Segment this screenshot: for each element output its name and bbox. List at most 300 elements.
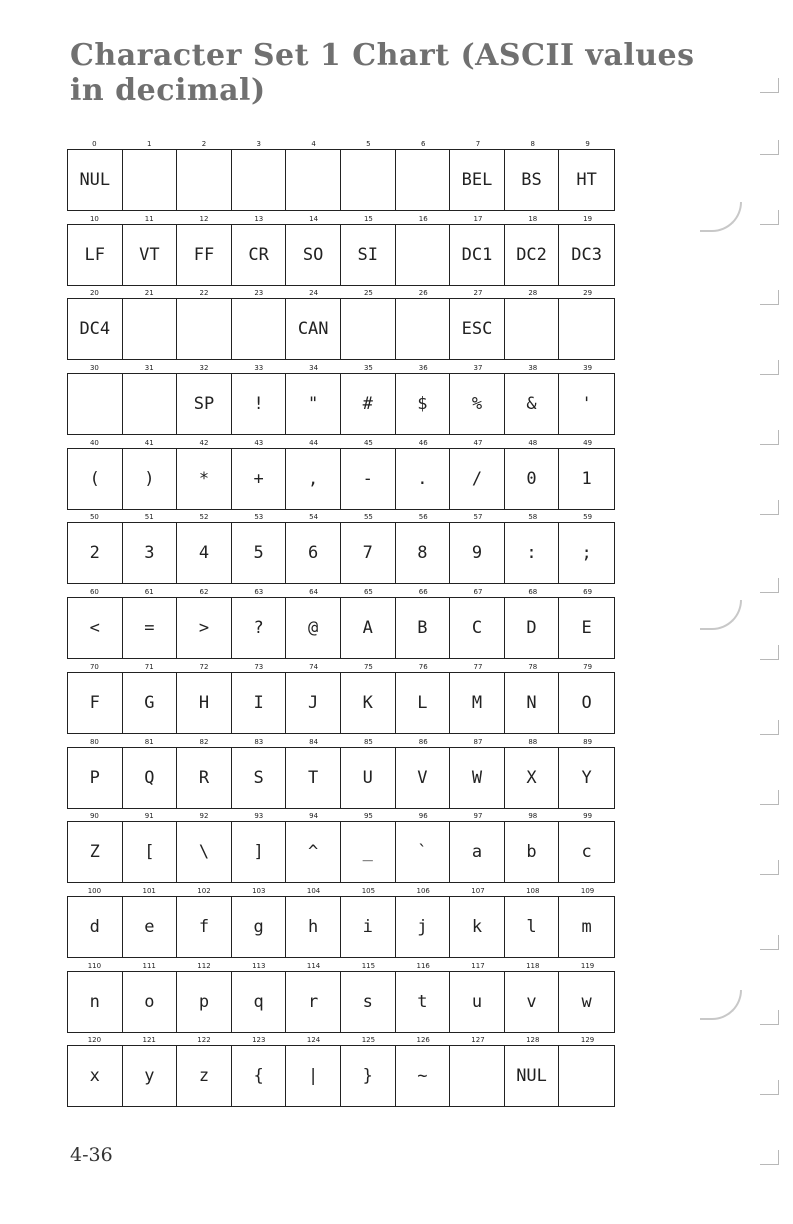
code-number: 70 <box>89 662 99 671</box>
code-number: 54 <box>309 513 319 522</box>
char-cell: T <box>286 748 341 808</box>
code-number: 26 <box>418 289 428 298</box>
code-number: 23 <box>254 289 264 298</box>
char-cell: H <box>177 673 232 733</box>
char-cell <box>396 225 451 285</box>
code-number: 104 <box>306 886 321 895</box>
char-cell: X <box>505 748 560 808</box>
char-cell: j <box>396 897 451 957</box>
char-cell: FF <box>177 225 232 285</box>
chart-row <box>67 887 615 962</box>
code-number: 119 <box>580 961 595 970</box>
row-cells <box>67 747 615 809</box>
code-number: 85 <box>363 737 373 746</box>
code-number: 22 <box>199 289 209 298</box>
char-cell <box>396 150 451 210</box>
code-number: 35 <box>363 364 373 373</box>
code-number: 55 <box>363 513 373 522</box>
code-number: 71 <box>144 662 154 671</box>
code-number: 80 <box>89 737 99 746</box>
code-number: 111 <box>142 961 156 970</box>
code-number: 42 <box>199 438 209 447</box>
row-cells <box>67 149 615 211</box>
char-cell: > <box>177 598 232 658</box>
code-number: 40 <box>89 438 99 447</box>
char-cell: L <box>396 673 451 733</box>
row-cells <box>67 373 615 435</box>
char-cell: CAN <box>286 299 341 359</box>
code-number: 64 <box>309 588 319 597</box>
code-number: 47 <box>473 438 483 447</box>
char-cell: P <box>68 748 123 808</box>
char-cell: k <box>450 897 505 957</box>
char-cell: W <box>450 748 505 808</box>
code-number: 103 <box>252 886 266 895</box>
code-number: 121 <box>142 1036 156 1045</box>
row-cells <box>67 298 615 360</box>
char-cell: 1 <box>581 468 592 489</box>
chart-row <box>67 215 615 290</box>
char-cell: 9 <box>450 523 505 583</box>
char-cell: _ <box>341 822 396 882</box>
code-number: 31 <box>144 364 154 373</box>
binder-tab-mark <box>760 430 779 445</box>
char-cell: z <box>177 1046 232 1106</box>
char-cell: B <box>396 598 451 658</box>
character-set-chart <box>67 140 615 1111</box>
code-number: 59 <box>583 513 593 522</box>
char-cell: SI <box>341 225 396 285</box>
char-cell: / <box>450 449 505 509</box>
code-number: 15 <box>363 214 373 223</box>
code-number: 50 <box>89 513 99 522</box>
code-number: 77 <box>473 662 483 671</box>
char-cell: - <box>341 449 396 509</box>
code-number: 90 <box>89 812 99 821</box>
code-number: 101 <box>142 886 156 895</box>
code-number: 69 <box>583 588 593 597</box>
char-cell: | <box>286 1046 341 1106</box>
code-number: 34 <box>309 364 319 373</box>
code-number: 6 <box>420 140 426 148</box>
char-cell: ; <box>581 543 592 564</box>
code-number: 108 <box>526 886 540 895</box>
code-number: 110 <box>87 961 102 970</box>
code-number: 78 <box>528 662 538 671</box>
char-cell: E <box>581 618 592 639</box>
code-number: 2 <box>201 140 207 148</box>
chart-row <box>67 738 615 813</box>
code-number: 28 <box>528 289 538 298</box>
code-number: 39 <box>583 364 593 373</box>
char-cell <box>450 1046 505 1106</box>
code-number: 8 <box>530 140 536 148</box>
code-number: 7 <box>475 140 481 148</box>
row-cells <box>67 448 615 510</box>
char-cell: S <box>232 748 287 808</box>
binder-tab-mark <box>760 645 779 660</box>
char-cell <box>341 150 396 210</box>
char-cell: } <box>341 1046 396 1106</box>
code-number: 36 <box>418 364 428 373</box>
row-cells <box>67 597 615 659</box>
binder-tab-mark <box>760 860 779 875</box>
code-number: 30 <box>89 364 99 373</box>
code-number: 128 <box>526 1036 540 1045</box>
row-cells <box>67 896 615 958</box>
char-cell: LF <box>68 225 123 285</box>
code-number: 67 <box>473 588 483 597</box>
char-cell: VT <box>123 225 178 285</box>
binder-tab-mark <box>760 1150 779 1165</box>
char-cell: r <box>286 972 341 1032</box>
chart-row <box>67 663 615 738</box>
char-cell: Z <box>68 822 123 882</box>
code-number: 120 <box>87 1036 102 1045</box>
code-number: 27 <box>473 289 483 298</box>
char-cell: f <box>177 897 232 957</box>
code-number: 82 <box>199 737 209 746</box>
char-cell <box>341 299 396 359</box>
char-cell <box>123 374 178 434</box>
char-cell: Q <box>123 748 178 808</box>
char-cell: BEL <box>450 150 505 210</box>
code-number: 86 <box>418 737 428 746</box>
code-number: 68 <box>528 588 538 597</box>
char-cell: q <box>232 972 287 1032</box>
char-cell: y <box>123 1046 178 1106</box>
char-cell: BS <box>505 150 560 210</box>
char-cell: " <box>286 374 341 434</box>
char-cell <box>559 299 614 359</box>
char-cell: D <box>505 598 560 658</box>
char-cell <box>559 1046 614 1106</box>
code-number: 114 <box>306 961 321 970</box>
char-cell: x <box>68 1046 123 1106</box>
code-number: 109 <box>580 886 595 895</box>
char-cell <box>232 299 287 359</box>
chart-row <box>67 962 615 1037</box>
chart-row <box>67 289 615 364</box>
code-number: 52 <box>199 513 209 522</box>
char-cell: G <box>123 673 178 733</box>
char-cell: ) <box>123 449 178 509</box>
code-number: 126 <box>416 1036 430 1045</box>
code-number: 20 <box>89 289 99 298</box>
char-cell <box>123 150 178 210</box>
code-number: 13 <box>254 214 264 223</box>
code-number: 51 <box>144 513 154 522</box>
page-title: Character Set 1 Chart (ASCII values in decimal) <box>70 38 695 108</box>
code-number: 0 <box>92 140 97 148</box>
code-number: 115 <box>361 961 376 970</box>
char-cell: + <box>232 449 287 509</box>
code-number: 48 <box>528 438 538 447</box>
row-cells <box>67 522 615 584</box>
code-number: 118 <box>526 961 540 970</box>
code-number: 87 <box>473 737 483 746</box>
char-cell: NUL <box>505 1046 560 1106</box>
char-cell: O <box>581 692 592 713</box>
char-cell: NUL <box>68 150 123 210</box>
code-number: 72 <box>199 662 209 671</box>
binder-tab-mark <box>760 1080 779 1095</box>
char-cell: h <box>286 897 341 957</box>
char-cell: ! <box>232 374 287 434</box>
char-cell: : <box>505 523 560 583</box>
code-number: 123 <box>252 1036 266 1045</box>
char-cell: C <box>450 598 505 658</box>
row-cells <box>67 971 615 1033</box>
char-cell: a <box>450 822 505 882</box>
char-cell: 8 <box>396 523 451 583</box>
char-cell: M <box>450 673 505 733</box>
code-number: 95 <box>363 812 373 821</box>
chart-row <box>67 513 615 588</box>
char-cell <box>286 150 341 210</box>
code-number: 100 <box>87 886 102 895</box>
char-cell: DC3 <box>571 244 602 265</box>
code-number: 73 <box>254 662 264 671</box>
char-cell: ] <box>232 822 287 882</box>
char-cell: F <box>68 673 123 733</box>
code-number: 29 <box>583 289 593 298</box>
char-cell: I <box>232 673 287 733</box>
code-number: 91 <box>144 812 154 821</box>
char-cell: SO <box>286 225 341 285</box>
code-number: 17 <box>473 214 483 223</box>
code-number: 117 <box>471 961 485 970</box>
char-cell: R <box>177 748 232 808</box>
char-cell: e <box>123 897 178 957</box>
code-number: 99 <box>583 812 593 821</box>
code-number: 62 <box>199 588 209 597</box>
code-number: 56 <box>418 513 428 522</box>
code-number: 49 <box>583 438 593 447</box>
char-cell: o <box>123 972 178 1032</box>
chart-row <box>67 140 615 215</box>
code-number: 19 <box>583 214 593 223</box>
char-cell: m <box>581 916 592 937</box>
code-number: 58 <box>528 513 538 522</box>
binder-tab-mark <box>760 78 779 93</box>
code-number: 75 <box>363 662 373 671</box>
char-cell: K <box>341 673 396 733</box>
binder-tab-mark <box>760 140 779 155</box>
char-cell <box>505 299 560 359</box>
binder-tab-mark <box>760 578 779 593</box>
code-number: 124 <box>306 1036 321 1045</box>
binder-ring-mark <box>700 990 742 1020</box>
code-number: 32 <box>199 364 209 373</box>
code-number: 21 <box>144 289 154 298</box>
char-cell: @ <box>286 598 341 658</box>
code-number: 113 <box>252 961 266 970</box>
code-number: 63 <box>254 588 264 597</box>
char-cell: i <box>341 897 396 957</box>
code-number: 94 <box>309 812 319 821</box>
char-cell: t <box>396 972 451 1032</box>
code-number: 127 <box>471 1036 485 1045</box>
code-number: 129 <box>580 1036 595 1045</box>
char-cell: 7 <box>341 523 396 583</box>
char-cell <box>68 374 123 434</box>
code-number: 89 <box>583 737 593 746</box>
char-cell: [ <box>123 822 178 882</box>
code-number: 41 <box>144 438 154 447</box>
code-number: 96 <box>418 812 428 821</box>
chart-row <box>67 588 615 663</box>
code-number: 37 <box>473 364 483 373</box>
char-cell: l <box>505 897 560 957</box>
binder-tab-mark <box>760 935 779 950</box>
row-cells <box>67 821 615 883</box>
char-cell <box>177 150 232 210</box>
code-number: 93 <box>254 812 264 821</box>
code-number: 16 <box>418 214 428 223</box>
binder-tab-mark <box>760 360 779 375</box>
char-cell: 0 <box>505 449 560 509</box>
char-cell: 3 <box>123 523 178 583</box>
char-cell: V <box>396 748 451 808</box>
binder-tab-mark <box>760 290 779 305</box>
char-cell: 6 <box>286 523 341 583</box>
code-number: 46 <box>418 438 428 447</box>
code-number: 9 <box>585 140 590 148</box>
code-number: 66 <box>418 588 428 597</box>
char-cell: % <box>450 374 505 434</box>
code-number: 83 <box>254 737 264 746</box>
char-cell: Y <box>581 767 592 788</box>
char-cell: d <box>68 897 123 957</box>
row-cells <box>67 672 615 734</box>
char-cell: A <box>341 598 396 658</box>
char-cell: & <box>505 374 560 434</box>
code-number: 24 <box>309 289 319 298</box>
code-number: 11 <box>144 214 154 223</box>
binder-tab-mark <box>760 1010 779 1025</box>
code-number: 105 <box>361 886 376 895</box>
code-number: 4 <box>311 140 316 148</box>
row-cells <box>67 224 615 286</box>
char-cell: ` <box>396 822 451 882</box>
char-cell: \ <box>177 822 232 882</box>
code-number: 44 <box>309 438 319 447</box>
code-number: 10 <box>89 214 99 223</box>
page-number: 4-36 <box>70 1144 113 1166</box>
char-cell: ? <box>232 598 287 658</box>
code-number: 81 <box>144 737 154 746</box>
code-number: 79 <box>583 662 593 671</box>
char-cell: v <box>505 972 560 1032</box>
char-cell: w <box>581 991 592 1012</box>
code-number: 38 <box>528 364 538 373</box>
char-cell: HT <box>576 170 597 190</box>
code-number: 88 <box>528 737 538 746</box>
code-number: 125 <box>361 1036 376 1045</box>
chart-row <box>67 439 615 514</box>
code-number: 112 <box>197 961 211 970</box>
chart-row <box>67 364 615 439</box>
code-number: 18 <box>528 214 538 223</box>
char-cell: * <box>177 449 232 509</box>
char-cell: U <box>341 748 396 808</box>
char-cell: N <box>505 673 560 733</box>
char-cell: g <box>232 897 287 957</box>
code-number: 106 <box>416 886 430 895</box>
code-number: 43 <box>254 438 264 447</box>
code-number: 116 <box>416 961 430 970</box>
char-cell: 2 <box>68 523 123 583</box>
code-number: 98 <box>528 812 538 821</box>
char-cell: 4 <box>177 523 232 583</box>
code-number: 76 <box>418 662 428 671</box>
chart-row <box>67 1036 615 1111</box>
code-number: 60 <box>89 588 99 597</box>
char-cell <box>123 299 178 359</box>
code-number: 14 <box>309 214 319 223</box>
char-cell: DC4 <box>68 299 123 359</box>
code-number: 1 <box>146 140 152 148</box>
char-cell: ^ <box>286 822 341 882</box>
code-number: 92 <box>199 812 209 821</box>
code-number: 45 <box>363 438 373 447</box>
binder-tab-mark <box>760 790 779 805</box>
char-cell: CR <box>232 225 287 285</box>
char-cell <box>232 150 287 210</box>
code-number: 53 <box>254 513 264 522</box>
char-cell: < <box>68 598 123 658</box>
code-number: 33 <box>254 364 264 373</box>
char-cell: $ <box>396 374 451 434</box>
code-number: 25 <box>363 289 373 298</box>
char-cell: ( <box>68 449 123 509</box>
code-number: 12 <box>199 214 209 223</box>
char-cell <box>396 299 451 359</box>
char-cell: DC1 <box>450 225 505 285</box>
code-number: 74 <box>309 662 319 671</box>
char-cell: DC2 <box>505 225 560 285</box>
char-cell: n <box>68 972 123 1032</box>
code-number: 57 <box>473 513 483 522</box>
code-number: 5 <box>366 140 371 148</box>
char-cell: ~ <box>396 1046 451 1106</box>
char-cell: = <box>123 598 178 658</box>
char-cell: s <box>341 972 396 1032</box>
char-cell: c <box>581 842 592 863</box>
char-cell: , <box>286 449 341 509</box>
code-number: 122 <box>197 1036 211 1045</box>
char-cell: J <box>286 673 341 733</box>
char-cell: . <box>396 449 451 509</box>
char-cell <box>177 299 232 359</box>
char-cell: ' <box>581 394 592 415</box>
char-cell: ESC <box>450 299 505 359</box>
char-cell: p <box>177 972 232 1032</box>
binder-ring-mark <box>700 202 742 232</box>
binder-tab-mark <box>760 720 779 735</box>
char-cell: 5 <box>232 523 287 583</box>
binder-tab-mark <box>760 500 779 515</box>
char-cell: u <box>450 972 505 1032</box>
code-number: 65 <box>363 588 373 597</box>
code-number: 102 <box>197 886 211 895</box>
char-cell: # <box>341 374 396 434</box>
code-number: 107 <box>471 886 485 895</box>
char-cell: b <box>505 822 560 882</box>
row-cells <box>67 1045 615 1107</box>
binder-tab-mark <box>760 210 779 225</box>
